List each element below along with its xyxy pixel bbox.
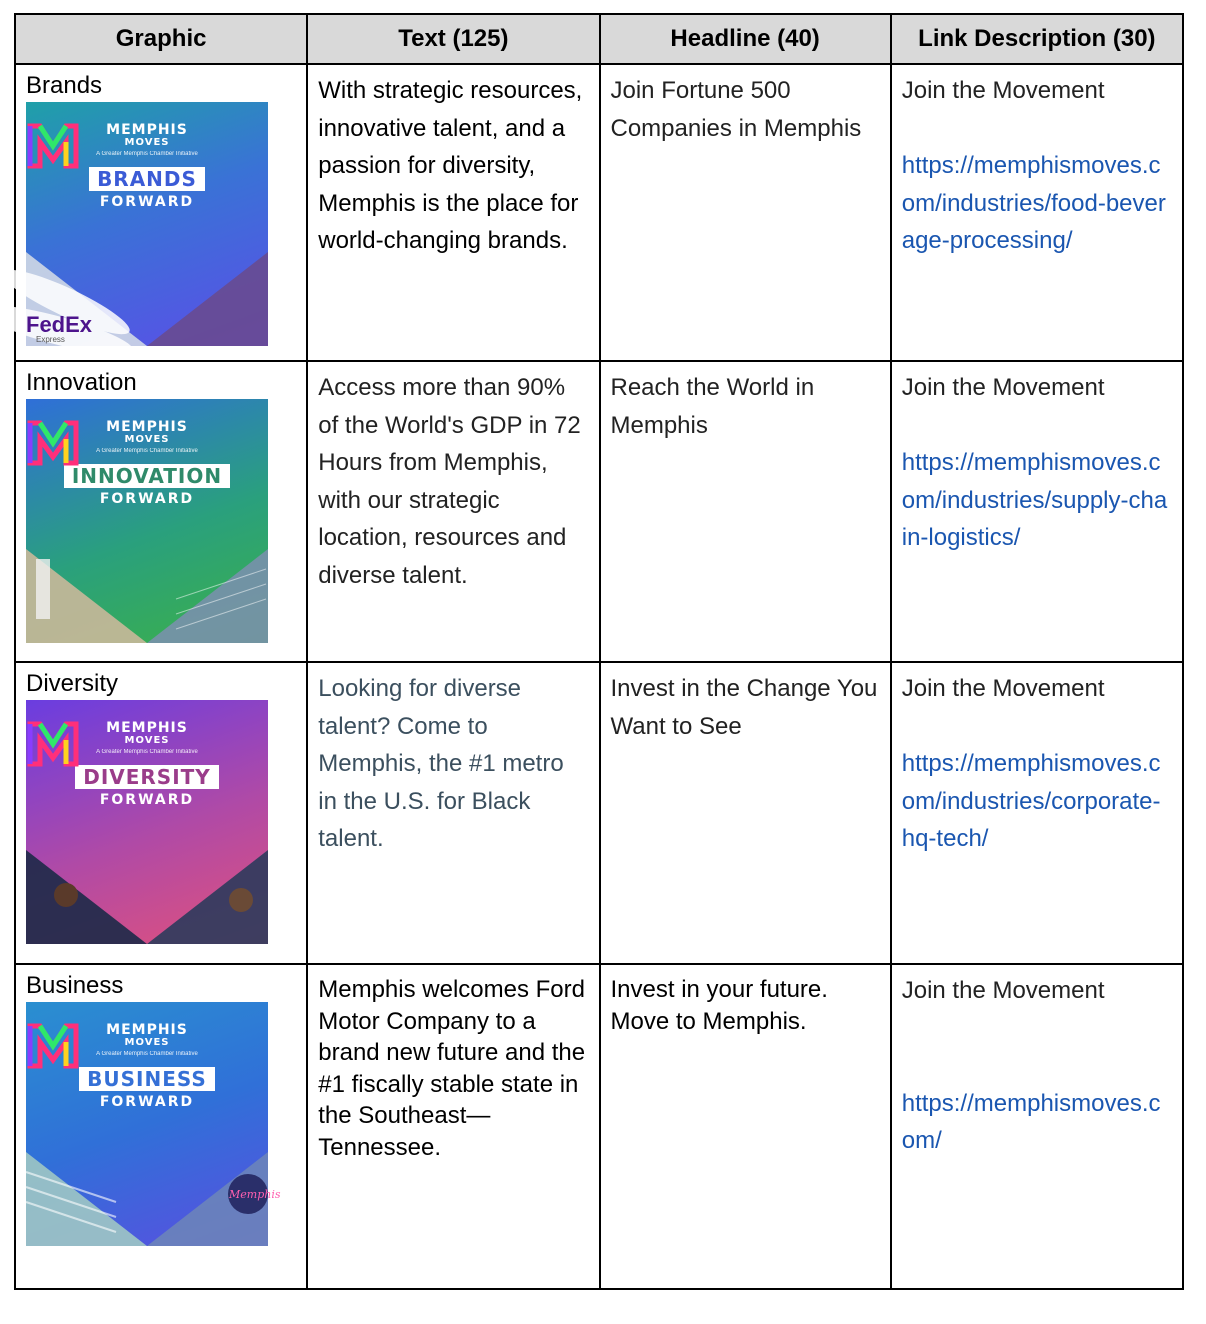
link-description: Join the Movement	[901, 374, 1105, 401]
memphis-moves-logo	[26, 720, 268, 808]
table-row	[15, 662, 1183, 964]
link-description-cell	[891, 662, 1183, 964]
brand-tagline: A Greater Memphis Chamber Initiative	[96, 1051, 198, 1057]
headline-cell	[600, 964, 891, 1289]
headline-cell	[600, 64, 891, 361]
graphic-cell	[15, 64, 307, 361]
ad-headline: Invest in the Change You Want to See	[610, 675, 878, 740]
m-logo-icon	[26, 419, 80, 467]
graphic-word: INNOVATION	[64, 464, 230, 488]
header-link-description: Link Description (30)	[891, 14, 1183, 64]
brand-line1: MEMPHIS	[106, 1022, 188, 1038]
brand-tagline: A Greater Memphis Chamber Initiative	[96, 151, 198, 157]
ad-copy-table	[14, 13, 1184, 1290]
memphis-moves-logo	[26, 122, 268, 210]
link-description-cell	[891, 361, 1183, 662]
graphic-word: DIVERSITY	[75, 765, 219, 789]
memphis-moves-logo	[26, 1022, 268, 1110]
brand-line1: MEMPHIS	[106, 720, 188, 736]
brands-forward-graphic	[26, 102, 268, 346]
ad-text: Looking for diverse talent? Come to Memphis, the #1 metro in the U.S. for Black talent.	[318, 675, 564, 852]
memphis-moves-logo	[26, 419, 268, 507]
graphic-word: BRANDS	[89, 167, 205, 191]
text-cell	[307, 964, 599, 1289]
header-headline: Headline (40)	[600, 14, 891, 64]
graphic-forward: FORWARD	[99, 194, 195, 210]
headline-cell	[600, 662, 891, 964]
ad-headline: Invest in your future. Move to Memphis.	[610, 976, 828, 1035]
graphic-cell	[15, 361, 307, 662]
graphic-forward: FORWARD	[99, 1094, 195, 1110]
fedex-sub-text: Express	[36, 335, 65, 344]
ad-text: Access more than 90% of the World's GDP in 72 Hours from Memphis, with our strategic location, resources and diverse talent.	[318, 374, 581, 589]
link-description: Join the Movement	[901, 675, 1105, 702]
link-url[interactable]: https://memphismoves.com/industries/corporate-hq-tech/	[901, 750, 1161, 852]
m-logo-icon	[26, 720, 80, 768]
graphic-word: BUSINESS	[79, 1067, 215, 1091]
text-cell	[307, 64, 599, 361]
brand-line1: MEMPHIS	[106, 419, 188, 435]
business-forward-graphic	[26, 1002, 281, 1246]
ad-headline: Join Fortune 500 Companies in Memphis	[610, 77, 862, 142]
graphic-title: Business	[26, 972, 124, 999]
brand-line2: MOVES	[124, 137, 170, 148]
table-row	[15, 964, 1183, 1289]
graphic-title: Brands	[26, 72, 103, 99]
brand-line1: MEMPHIS	[106, 122, 188, 138]
link-url[interactable]: https://memphismoves.com/industries/supply-chain-logistics/	[901, 449, 1168, 551]
brand-line2: MOVES	[124, 735, 170, 746]
link-url[interactable]: https://memphismoves.com/	[901, 1089, 1161, 1154]
graphic-forward: FORWARD	[99, 491, 195, 507]
brand-line2: MOVES	[124, 434, 170, 445]
link-url[interactable]: https://memphismoves.com/industries/food-beverage-processing/	[901, 152, 1166, 254]
table-row	[15, 361, 1183, 662]
innovation-forward-graphic	[26, 399, 268, 643]
brand-tagline: A Greater Memphis Chamber Initiative	[96, 448, 198, 454]
graphic-title: Diversity	[26, 670, 119, 697]
header-text: Text (125)	[307, 14, 599, 64]
brand-line2: MOVES	[124, 1037, 170, 1048]
table-row	[15, 64, 1183, 361]
link-description-cell	[891, 64, 1183, 361]
text-cell	[307, 662, 599, 964]
ad-headline: Reach the World in Memphis	[610, 374, 815, 439]
ad-text: With strategic resources, innovative talent, and a passion for diversity, Memphis is the place for world-changing brands.	[318, 77, 583, 254]
brand-tagline: A Greater Memphis Chamber Initiative	[96, 749, 198, 755]
fedex-logo-text: FedEx	[26, 312, 93, 337]
graphic-cell	[15, 964, 307, 1289]
link-description-cell	[891, 964, 1183, 1289]
graphic-forward: FORWARD	[99, 792, 195, 808]
graphic-title: Innovation	[26, 369, 137, 396]
m-logo-icon	[26, 122, 80, 170]
header-row	[15, 14, 1183, 64]
graphic-cell	[15, 662, 307, 964]
header-graphic: Graphic	[15, 14, 307, 64]
memphis-sign-text: Memphis	[229, 1188, 281, 1201]
ad-text: Memphis welcomes Ford Motor Company to a brand new future and the #1 fiscally stable state in the Southeast—Tennessee.	[318, 976, 586, 1161]
diversity-forward-graphic	[26, 700, 268, 944]
link-description: Join the Movement	[901, 77, 1105, 104]
m-logo-icon	[26, 1022, 80, 1070]
link-description: Join the Movement	[901, 977, 1105, 1004]
headline-cell	[600, 361, 891, 662]
text-cell	[307, 361, 599, 662]
